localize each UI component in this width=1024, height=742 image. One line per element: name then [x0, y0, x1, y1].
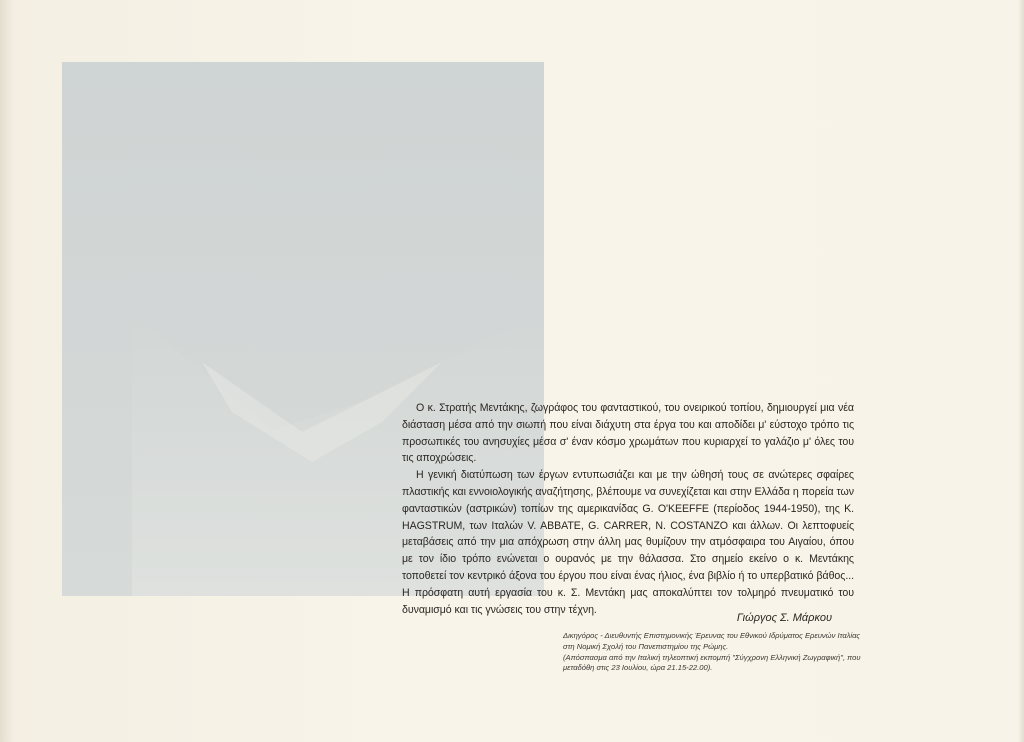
- page-fold-shadow: [0, 0, 14, 742]
- article-text: [402, 400, 854, 618]
- author-signature: Γιώργος Σ. Μάρκου: [736, 612, 832, 624]
- article-paragraph-2: Η γενική διατύπωση των έργων εντυπωσιάζει και με την ώθησή τους σε ανώτερες σφαίρες πλαστικής και εννοιολογικής αναζήτησης, βλέπουμε να συνεχίζεται και στην Ελλάδα η πορεία των φανταστικών (αστρικών) τοπίων της αμερικανίδας G. O'KEEFFE (περίοδος 1944-1950), της K. HAGSTRUM, των Ιταλών V. ABBATE, G. CARRER, N. COSTANZO και άλλων. Οι λεπτοφυείς μεταβάσεις από την μια απόχρωση στην άλλη μας θυμίζουν την ατμόσφαιρα του Αιγαίου, όπου με τον ίδιο τρόπο ενώνεται ο ουρανός με την θάλασσα. Στο σημείο εκείνο ο κ. Μεντάκης τοποθετεί τον κεντρικό άξονα του έργου που είναι ένας ήλιος, ένα βιβλίο ή το υπερβατικό βάθος... Η πρόσφατη αυτή εργασία του κ. Σ. Μεντάκη μας αποκαλύπτει τον τολμηρό πνευματικό του δυναμισμό και τις γνώσεις του στην τέχνη.: [402, 469, 854, 616]
- credits-line-1: Δικηγόρος - Διευθυντής Επιστημονικής Έρευνας του Εθνικού Ιδρύματος Ερευνών Ιταλίας στη Νομική Σχολή του Πανεπιστημίου της Ρώμης.: [563, 631, 861, 651]
- article-paragraph-1: Ο κ. Στρατής Μεντάκης, ζωγράφος του φανταστικού, του ονειρικού τοπίου, δημιουργεί μια νέα διάσταση μέσα από την σιωπή που είναι διάχυτη στα έργα του και αποδίδει μ' εύστοχο τρόπο τις προσωπικές του ανησυχίες μέσα σ' έναν κόσμο χρωμάτων που κυριαρχεί το γαλάζιο μ' όλες του τις αποχρώσεις.: [402, 402, 854, 465]
- credits-line-2: (Απόσπασμα από την Ιταλική τηλεοπτική εκπομπή "Σύγχρονη Ελληνική Ζωγραφική", που μεταδόθη στις 23 Ιουλίου, ώρα 21.15-22.00).: [563, 652, 861, 673]
- author-credits: [563, 631, 863, 674]
- page-edge-shadow: [1018, 0, 1024, 742]
